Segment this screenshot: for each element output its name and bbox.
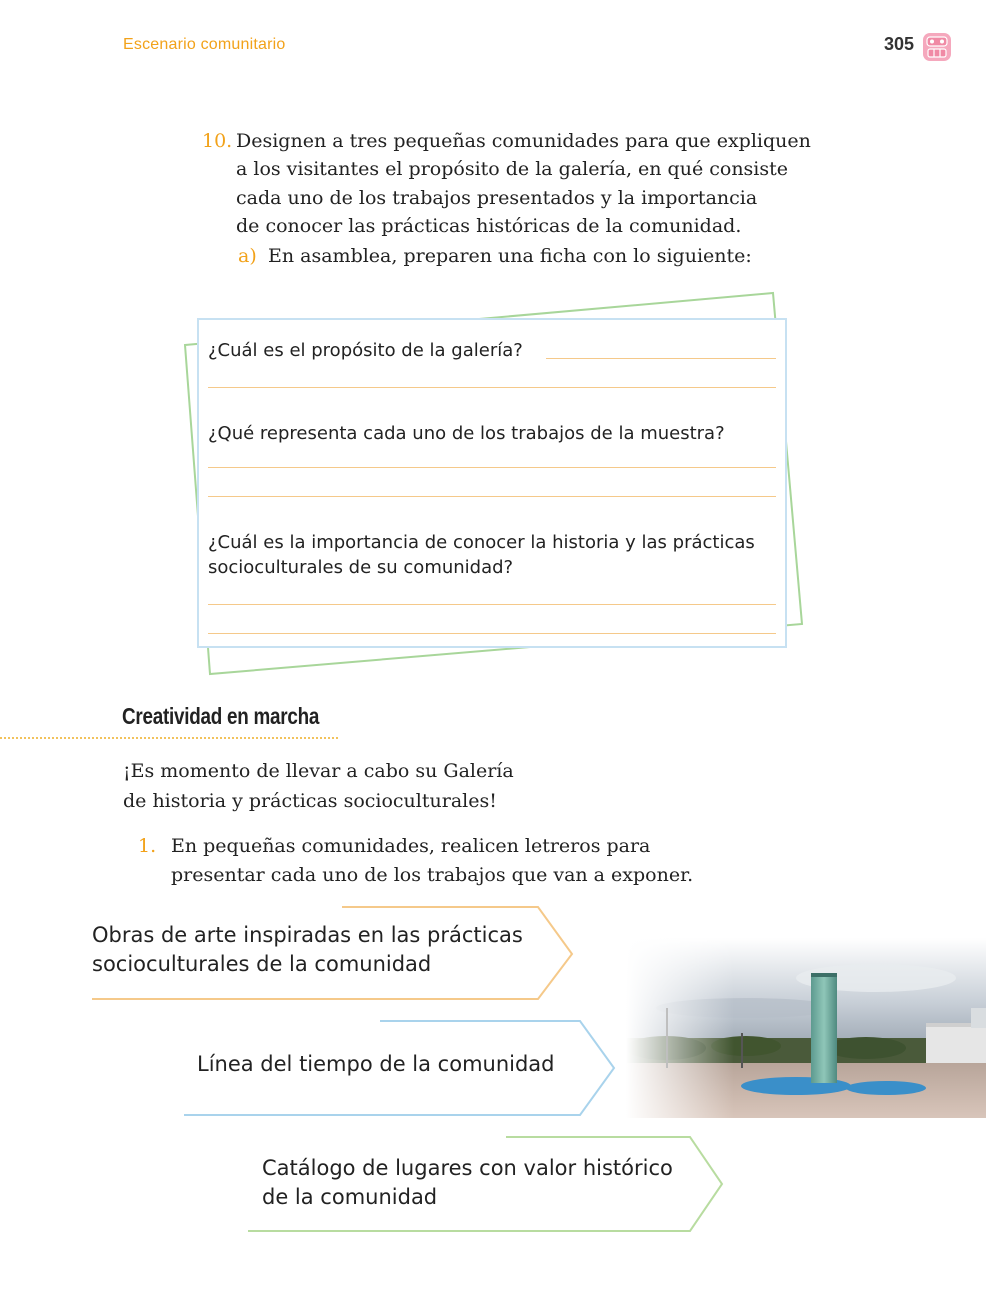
item-number: 1. [138,835,157,857]
question-3-line-2: socioculturales de su comunidad? [208,557,514,578]
glyph-icon [922,32,952,62]
section-intro-line-1: ¡Es momento de llevar a cabo su Galería [123,760,514,782]
activity-number: 10. [202,130,233,152]
activity-text-line-2: a los visitantes el propósito de la galería, en qué consiste [236,158,789,180]
sub-item-marker: a) [238,245,257,267]
answer-line[interactable] [546,358,776,359]
activity-text-line-4: de conocer las prácticas históricas de la comunidad. [236,215,742,237]
activity-text-line-3: cada uno de los trabajos presentados y la importancia [236,187,758,209]
sign-1-line-2: socioculturales de la comunidad [92,952,432,976]
answer-line[interactable] [208,387,776,388]
sign-3-line-2: de la comunidad [262,1185,438,1209]
answer-line[interactable] [208,633,776,634]
section-header: Escenario comunitario [123,36,286,53]
sign-1-line-1: Obras de arte inspiradas en las prácticas [92,923,523,947]
item-text-line-1: En pequeñas comunidades, realicen letreros para [171,835,651,857]
item-text-line-2: presentar cada uno de los trabajos que van a exponer. [171,864,694,886]
question-2: ¿Qué representa cada uno de los trabajos de la muestra? [208,423,725,444]
section-intro-line-2: de historia y prácticas socioculturales! [123,790,497,812]
question-3-line-1: ¿Cuál es la importancia de conocer la historia y las prácticas [208,532,755,553]
activity-text-line-1: Designen a tres pequeñas comunidades para que expliquen [236,130,811,152]
answer-line[interactable] [208,496,776,497]
sign-3-line-1: Catálogo de lugares con valor histórico [262,1156,673,1180]
section-divider [0,737,338,739]
sub-item-text: En asamblea, preparen una ficha con lo siguiente: [268,245,752,267]
page-number: 305 [884,34,915,54]
question-1: ¿Cuál es el propósito de la galería? [208,340,523,361]
answer-line[interactable] [208,604,776,605]
monument-photo [626,938,986,1118]
sign-2-line-1: Línea del tiempo de la comunidad [197,1052,555,1076]
answer-line[interactable] [208,467,776,468]
worksheet-card [197,318,787,648]
section-title: Creatividad en marcha [122,703,320,729]
